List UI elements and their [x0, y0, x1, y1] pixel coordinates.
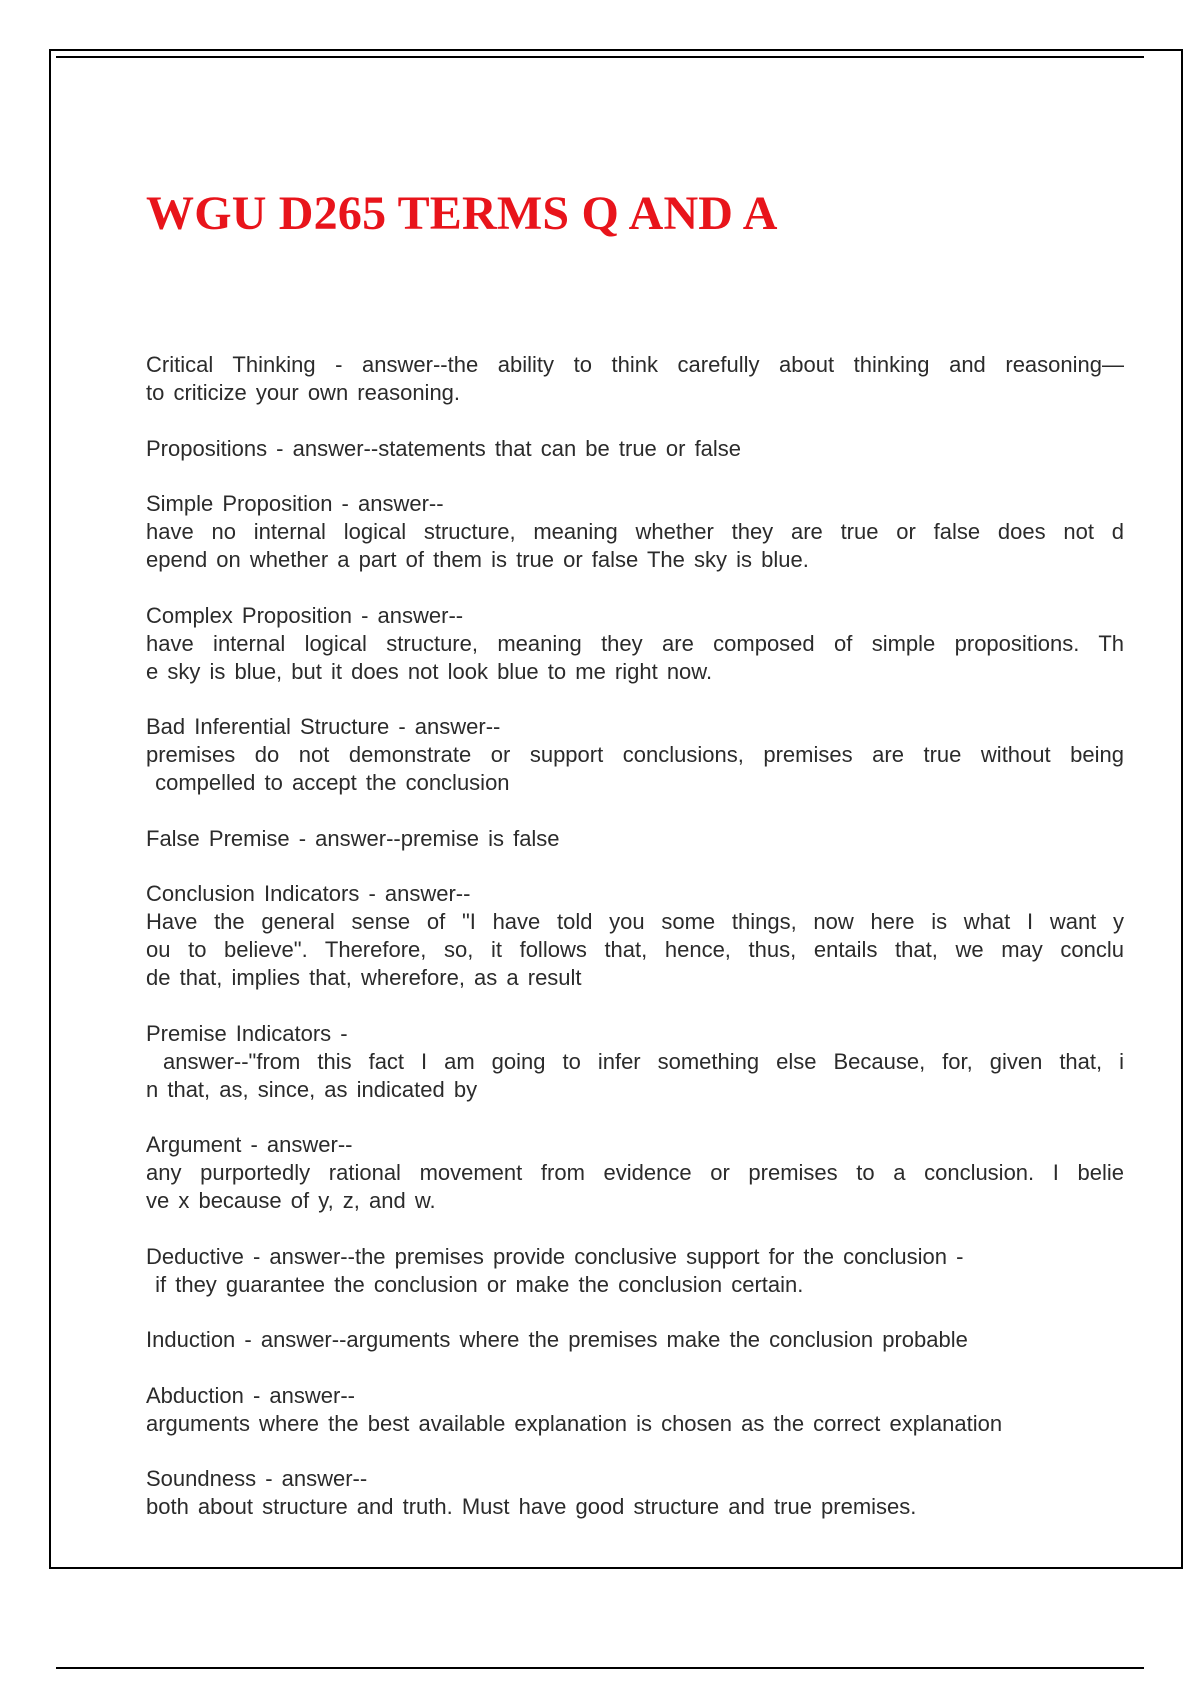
- entry-line: False Premise - answer--premise is false: [146, 825, 560, 851]
- entry-line: Argument - answer--: [146, 1132, 353, 1157]
- entry-line: epend on whether a part of them is true or false The sky is blue.: [146, 547, 809, 572]
- entry-line: Have the general sense of "I have told you some things, now here is what I want y: [146, 909, 1124, 934]
- term-entry-deductive: [146, 1243, 1124, 1299]
- entry-line: ou to believe". Therefore, so, it follows that, hence, thus, entails that, we may conclu: [146, 937, 1124, 962]
- top-rule: [56, 56, 1144, 58]
- term-entry-abduction: [146, 1382, 1124, 1438]
- document-title: WGU D265 TERMS Q AND A: [146, 187, 778, 240]
- term-entry-simple-proposition: [146, 490, 1124, 574]
- entry-line: compelled to accept the conclusion: [146, 770, 510, 795]
- entry-line: premises do not demonstrate or support conclusions, premises are true without being: [146, 742, 1124, 767]
- entry-line: Soundness - answer--: [146, 1466, 368, 1491]
- entry-line: e sky is blue, but it does not look blue to me right now.: [146, 658, 713, 684]
- term-entry-bad-inferential-structure: [146, 713, 1124, 797]
- term-entry-propositions: [146, 435, 1124, 463]
- entry-line: Bad Inferential Structure - answer--: [146, 714, 501, 739]
- entry-line: Deductive - answer--the premises provide conclusive support for the conclusion -: [146, 1243, 964, 1269]
- entry-line: have internal logical structure, meaning they are composed of simple propositions. Th: [146, 630, 1124, 656]
- term-list: [146, 351, 1124, 1549]
- entry-line: n that, as, since, as indicated by: [146, 1076, 478, 1102]
- entry-line: answer--"from this fact I am going to infer something else Because, for, given that, i: [146, 1048, 1124, 1074]
- term-entry-premise-indicators: [146, 1020, 1124, 1104]
- entry-line: Conclusion Indicators - answer--: [146, 881, 471, 906]
- entry-line: Induction - answer--arguments where the premises make the conclusion probable: [146, 1327, 968, 1352]
- term-entry-argument: [146, 1131, 1124, 1215]
- term-entry-soundness: [146, 1465, 1124, 1521]
- entry-line: Complex Proposition - answer--: [146, 602, 464, 628]
- entry-line: Premise Indicators -: [146, 1020, 348, 1046]
- bottom-rule: [56, 1667, 1144, 1669]
- term-entry-complex-proposition: [146, 602, 1124, 686]
- entry-line: Abduction - answer--: [146, 1382, 355, 1408]
- term-entry-false-premise: [146, 825, 1124, 853]
- entry-line: de that, implies that, wherefore, as a result: [146, 965, 582, 990]
- entry-line: both about structure and truth. Must have good structure and true premises.: [146, 1494, 917, 1519]
- entry-line: Critical Thinking - answer--the ability to think carefully about thinking and reasoning—: [146, 352, 1124, 377]
- entry-line: any purportedly rational movement from evidence or premises to a conclusion. I belie: [146, 1160, 1124, 1185]
- entry-line: Propositions - answer--statements that can be true or false: [146, 435, 742, 461]
- entry-line: to criticize your own reasoning.: [146, 380, 461, 405]
- entry-line: if they guarantee the conclusion or make the conclusion certain.: [146, 1271, 804, 1297]
- term-entry-critical-thinking: [146, 351, 1124, 407]
- entry-line: arguments where the best available explanation is chosen as the correct explanation: [146, 1410, 1003, 1436]
- entry-line: have no internal logical structure, meaning whether they are true or false does not d: [146, 519, 1124, 544]
- entry-line: Simple Proposition - answer--: [146, 491, 444, 516]
- entry-line: ve x because of y, z, and w.: [146, 1188, 436, 1213]
- term-entry-induction: [146, 1326, 1124, 1354]
- term-entry-conclusion-indicators: [146, 880, 1124, 992]
